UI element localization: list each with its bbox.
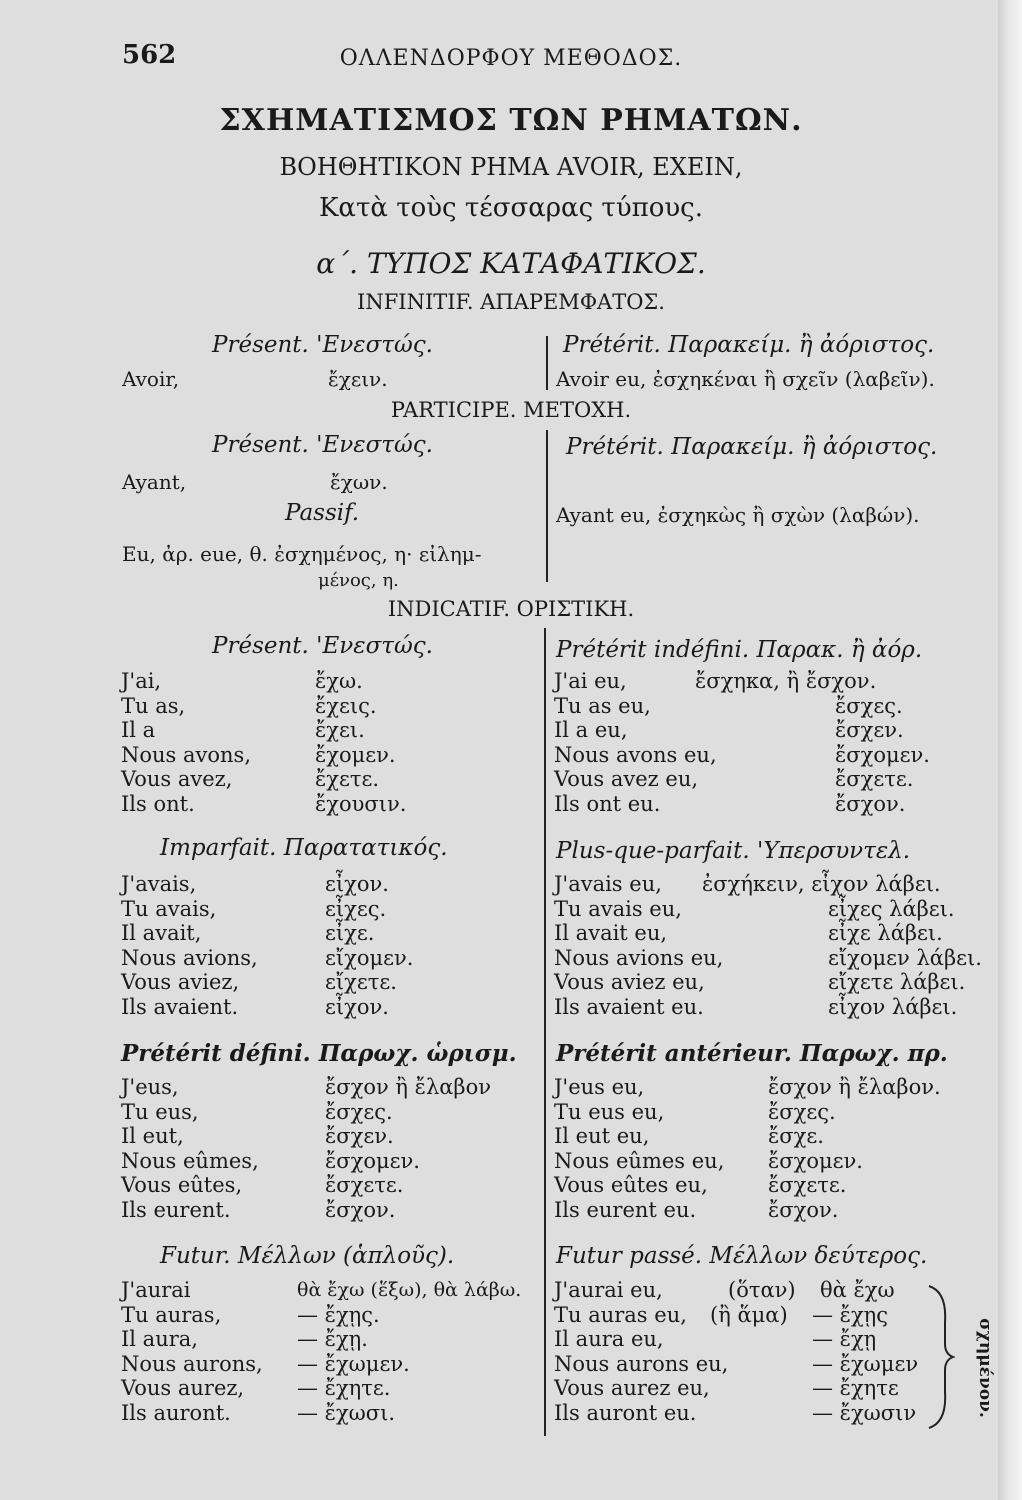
- infinitif-present-header: Présent. 'Ενεστώς.: [212, 332, 433, 358]
- futur-passe-fr-2: Tu auras eu,: [554, 1302, 687, 1327]
- preterit-indefini-fr-1: J'ai eu,: [554, 669, 627, 693]
- plus-que-parfait-fr-1: J'avais eu,: [554, 872, 662, 896]
- participe-preterit-line: Ayant eu, ἐσχηκὼς ἢ σχὼν (λαβών).: [556, 503, 920, 527]
- imparfait-gr-4: εἴχομεν.: [325, 945, 414, 970]
- page-title: ΣΧΗΜΑΤΙΣΜΟΣ ΤΩΝ ΡΗΜΑΤΩΝ.: [219, 103, 803, 138]
- futur-gr-6: — ἔχωσι.: [297, 1400, 396, 1425]
- present-gr-2: ἔχεις.: [315, 693, 377, 718]
- preterit-defini-gr-5: ἔσχετε.: [325, 1173, 404, 1197]
- futur-passe-fr-1: J'aurai eu,: [554, 1278, 663, 1302]
- preterit-anterieur-fr-4: Nous eûmes eu,: [554, 1148, 725, 1173]
- infinitif-preterit-line: Avoir eu, ἐσχηκέναι ἢ σχεῖν (λαβεῖν).: [556, 367, 935, 391]
- participe-passif-line-1: Eu, ἀρ. eue, θ. ἐσχημένος, η· εἰλημ-: [122, 542, 482, 566]
- futur-gr-5: — ἔχητε.: [297, 1376, 391, 1400]
- futur-passe-fr-4: Nous aurons eu,: [554, 1351, 729, 1376]
- subtitle-2: Κατὰ τοὺς τέσσαρας τύπους.: [319, 193, 703, 223]
- plus-que-parfait-fr-3: Il avait eu,: [554, 921, 668, 945]
- column-divider: [546, 336, 548, 390]
- futur-passe-gr-4: — ἔχωμεν: [812, 1351, 919, 1376]
- preterit-defini-fr-5: Vous eûtes,: [121, 1173, 243, 1197]
- plus-que-parfait-gr-1: ἐσχήκειν, εἶχον λάβει.: [702, 872, 941, 896]
- preterit-anterieur-gr-1: ἔσχον ἢ ἔλαβον.: [768, 1075, 941, 1099]
- running-head: ΟΛΛΕΝΔΟΡΦΟΥ ΜΕΘΟΔΟΣ.: [339, 46, 683, 71]
- preterit-indefini-fr-4: Nous avons eu,: [554, 742, 717, 767]
- participe-passif-header: Passif.: [285, 500, 360, 526]
- participe-heading: PARTICIPE. ΜΕΤΟΧΗ.: [390, 398, 632, 422]
- futur-passe-mid-4: [710, 1352, 796, 1377]
- preterit-anterieur-gr-2: ἔσχες.: [768, 1099, 836, 1124]
- futur-gr-1: θὰ ἔχω (ἕξω), θὰ λάβω.: [297, 1279, 522, 1301]
- preterit-anterieur-fr-6: Ils eurent eu.: [554, 1197, 697, 1222]
- futur-header: Futur. Μέλλων (ἁπλοῦς).: [160, 1243, 455, 1269]
- preterit-defini-fr-6: Ils eurent.: [121, 1197, 231, 1222]
- brace-icon: [925, 1282, 955, 1432]
- preterit-anterieur-fr-1: J'eus eu,: [554, 1075, 645, 1099]
- preterit-defini-gr-3: ἔσχεν.: [325, 1124, 394, 1148]
- imparfait-fr-6: Ils avaient.: [121, 994, 239, 1019]
- plus-que-parfait-fr-6: Ils avaient eu.: [554, 994, 704, 1019]
- participe-present-header: Présent. 'Ενεστώς.: [212, 432, 433, 458]
- indicatif-heading: INDICATIF. ΟΡΙΣΤΙΚΗ.: [387, 597, 635, 621]
- preterit-anterieur-fr-2: Tu eus eu,: [554, 1099, 665, 1124]
- preterit-defini-gr-1: ἔσχον ἢ ἔλαβον: [325, 1075, 491, 1099]
- plus-que-parfait-gr-6: εἶχον λάβει.: [828, 994, 958, 1019]
- present-fr-6: Ils ont.: [121, 791, 195, 816]
- futur-gr-3: — ἔχῃ.: [297, 1327, 368, 1351]
- preterit-anterieur-gr-6: ἔσχον.: [768, 1197, 839, 1222]
- preterit-indefini-gr-4: ἔσχομεν.: [835, 742, 930, 767]
- preterit-defini-fr-1: J'eus,: [121, 1075, 179, 1099]
- preterit-indefini-fr-2: Tu as eu,: [554, 693, 651, 718]
- imparfait-fr-2: Tu avais,: [121, 896, 217, 921]
- present-gr-4: ἔχομεν.: [315, 742, 396, 767]
- preterit-anterieur-gr-3: ἔσχε.: [768, 1124, 824, 1148]
- futur-passe-mid-3: [710, 1327, 796, 1352]
- futur-fr-6: Ils auront.: [121, 1400, 231, 1425]
- preterit-anterieur-fr-5: Vous eûtes eu,: [554, 1173, 708, 1197]
- preterit-defini-header: Prétérit défini. Παρωχ. ὡρισμ.: [121, 1040, 517, 1067]
- preterit-indefini-fr-3: Il a eu,: [554, 718, 628, 742]
- futur-passe-gr-1: θὰ ἔχω: [820, 1278, 895, 1302]
- preterit-indefini-gr-1: ἔσχηκα, ἢ ἔσχον.: [695, 669, 877, 693]
- present-fr-3: Il a: [121, 718, 156, 742]
- present-gr-6: ἔχουσιν.: [315, 791, 407, 816]
- participe-preterit-header: Prétérit. Παρακείμ. ἢ ἀόριστος.: [566, 434, 938, 460]
- imparfait-fr-5: Vous aviez,: [121, 970, 240, 994]
- plus-que-parfait-gr-5: εἴχετε λάβει.: [828, 970, 966, 994]
- subtitle: ΒΟΗΘΗΤΙΚΟΝ ΡΗΜΑ AVOIR, ΕΧΕΙΝ,: [279, 153, 743, 181]
- imparfait-gr-5: εἴχετε.: [325, 970, 397, 994]
- present-header: Présent. 'Ενεστώς.: [212, 633, 433, 659]
- present-fr-1: J'ai,: [121, 669, 162, 693]
- preterit-anterieur-gr-5: ἔσχετε.: [768, 1173, 847, 1197]
- infinitif-present-gr: ἔχειν.: [328, 367, 388, 391]
- preterit-indefini-gr-6: ἔσχον.: [835, 791, 906, 816]
- plus-que-parfait-fr-4: Nous avions eu,: [554, 945, 724, 970]
- futur-passe-mid-5: [710, 1376, 796, 1401]
- present-gr-1: ἔχω.: [315, 669, 363, 693]
- futur-passe-mid-2: (ἢ ἅμα): [710, 1302, 788, 1327]
- preterit-anterieur-gr-4: ἔσχομεν.: [768, 1148, 863, 1173]
- page-number: 562: [122, 40, 177, 70]
- futur-fr-4: Nous aurons,: [121, 1351, 263, 1376]
- present-gr-3: ἔχει.: [315, 718, 365, 742]
- futur-passe-gr-3: — ἔχῃ: [812, 1327, 877, 1351]
- preterit-anterieur-fr-3: Il eut eu,: [554, 1124, 650, 1148]
- imparfait-fr-3: Il avait,: [121, 921, 202, 945]
- futur-passe-fr-3: Il aura eu,: [554, 1327, 664, 1351]
- plus-que-parfait-gr-3: εἶχε λάβει.: [828, 921, 943, 945]
- preterit-indefini-fr-5: Vous avez eu,: [554, 767, 699, 791]
- futur-passe-side-note: σχημένον.: [975, 1318, 995, 1418]
- futur-passe-gr-5: — ἔχητε: [812, 1376, 899, 1400]
- present-gr-5: ἔχετε.: [315, 767, 380, 791]
- imparfait-gr-6: εἶχον.: [325, 994, 389, 1019]
- futur-fr-5: Vous aurez,: [121, 1376, 245, 1400]
- futur-passe-gr-2: — ἔχῃς: [812, 1302, 889, 1327]
- preterit-indefini-fr-6: Ils ont eu.: [554, 791, 661, 816]
- participe-passif-line-2: μένος, η.: [318, 570, 399, 591]
- present-fr-4: Nous avons,: [121, 742, 251, 767]
- imparfait-gr-2: εἶχες.: [325, 896, 387, 921]
- preterit-defini-gr-4: ἔσχομεν.: [325, 1148, 420, 1173]
- preterit-indefini-gr-5: ἔσχετε.: [835, 767, 914, 791]
- imparfait-gr-1: εἶχον.: [325, 872, 389, 896]
- futur-fr-2: Tu auras,: [121, 1302, 222, 1327]
- present-fr-2: Tu as,: [121, 693, 186, 718]
- imparfait-fr-4: Nous avions,: [121, 945, 258, 970]
- futur-fr-3: Il aura,: [121, 1327, 198, 1351]
- infinitif-present-fr: Avoir,: [122, 367, 180, 391]
- futur-passe-gr-6: — ἔχωσιν: [812, 1400, 917, 1425]
- imparfait-header: Imparfait. Παρατατικός.: [160, 835, 448, 861]
- plus-que-parfait-fr-5: Vous aviez eu,: [554, 970, 705, 994]
- preterit-defini-fr-4: Nous eûmes,: [121, 1148, 259, 1173]
- preterit-defini-gr-2: ἔσχες.: [325, 1099, 393, 1124]
- futur-passe-mid-6: [710, 1401, 796, 1426]
- futur-passe-header: Futur passé. Μέλλων δεύτερος.: [556, 1243, 928, 1269]
- column-divider: [546, 430, 548, 582]
- preterit-anterieur-header: Prétérit antérieur. Παρωχ. πρ.: [556, 1040, 948, 1067]
- infinitif-preterit-header: Prétérit. Παρακείμ. ἢ ἀόριστος.: [563, 332, 935, 358]
- futur-gr-2: — ἔχῃς.: [297, 1302, 380, 1327]
- futur-gr-4: — ἔχωμεν.: [297, 1351, 410, 1376]
- plus-que-parfait-header: Plus-que-parfait. 'Υπερσυντελ.: [556, 838, 911, 864]
- plus-que-parfait-gr-2: εἶχες λάβει.: [828, 896, 955, 921]
- imparfait-fr-1: J'avais,: [121, 872, 197, 896]
- preterit-defini-fr-3: Il eut,: [121, 1124, 184, 1148]
- present-fr-5: Vous avez,: [121, 767, 233, 791]
- preterit-indefini-header: Prétérit indéfini. Παρακ. ἢ ἀόρ.: [556, 637, 923, 663]
- futur-passe-fr-6: Ils auront eu.: [554, 1400, 697, 1425]
- preterit-defini-gr-6: ἔσχον.: [325, 1197, 396, 1222]
- plus-que-parfait-fr-2: Tu avais eu,: [554, 896, 682, 921]
- infinitif-heading: INFINITIF. ΑΠΑΡΕΜΦΑΤΟΣ.: [357, 290, 665, 314]
- futur-fr-1: J'aurai: [121, 1278, 191, 1302]
- participe-present-fr: Ayant,: [122, 470, 187, 494]
- type-heading: α΄. ΤΥΠΟΣ ΚΑΤΑΦΑΤΙΚΟΣ.: [316, 247, 706, 280]
- futur-passe-mid-1: (ὅταν): [728, 1278, 796, 1302]
- preterit-defini-fr-2: Tu eus,: [121, 1099, 199, 1124]
- column-divider: [544, 628, 546, 1436]
- preterit-indefini-gr-2: ἔσχες.: [835, 693, 903, 718]
- page-edge-shadow: [998, 0, 1022, 1500]
- preterit-indefini-gr-3: ἔσχεν.: [835, 718, 904, 742]
- participe-present-gr: ἔχων.: [330, 470, 388, 494]
- plus-que-parfait-gr-4: εἴχομεν λάβει.: [828, 945, 982, 970]
- imparfait-gr-3: εἶχε.: [325, 921, 375, 945]
- futur-passe-fr-5: Vous aurez eu,: [554, 1376, 710, 1400]
